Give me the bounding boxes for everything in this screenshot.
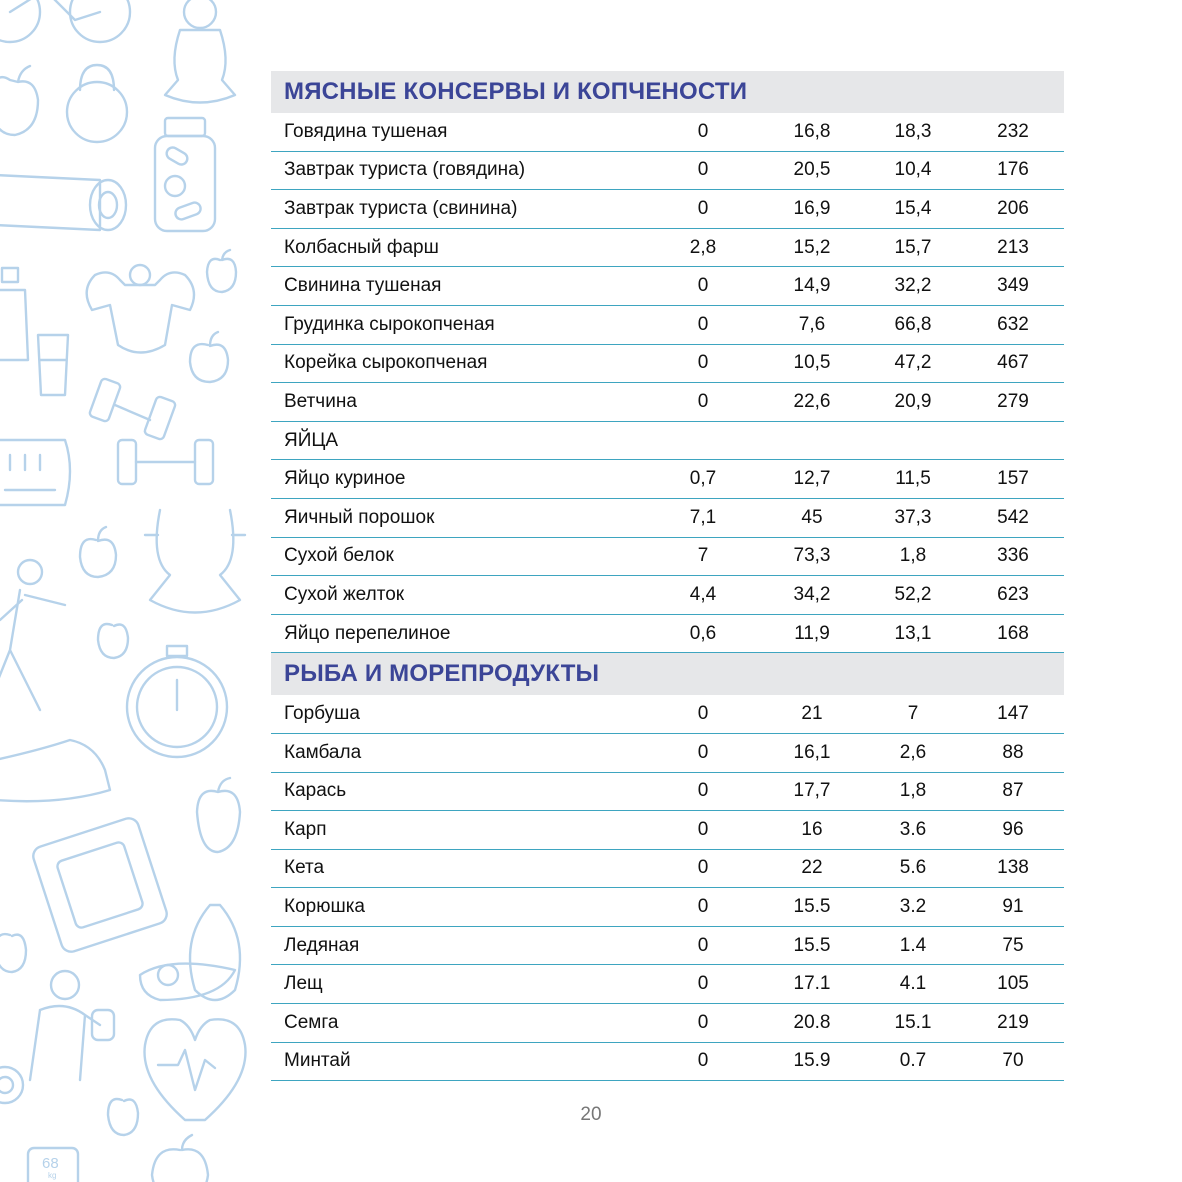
values: [667, 850, 1064, 888]
food-name: Сухой белок: [284, 545, 394, 567]
protein-value: 73,3: [793, 545, 831, 567]
kcal-value: 138: [997, 857, 1029, 879]
table-row: [271, 576, 1064, 615]
protein-value: 22: [801, 857, 823, 879]
smart-scale-icon: [28, 1148, 78, 1182]
protein-value: 14,9: [793, 275, 831, 297]
apple-icon-7: [0, 934, 26, 972]
kcal-value: 206: [997, 197, 1029, 219]
protein-value: 15.5: [793, 896, 831, 918]
values: [667, 1004, 1064, 1042]
apple-icon: [0, 66, 38, 135]
fat-value: 1.4: [899, 934, 927, 956]
table-row: [271, 460, 1064, 499]
section-title: МЯСНЫЕ КОНСЕРВЫ И КОПЧЕНОСТИ: [271, 71, 1064, 113]
food-name: Яйцо перепелиное: [284, 622, 451, 644]
carbs-value: 0: [697, 275, 709, 297]
food-name: Завтрак туриста (говядина): [284, 159, 526, 181]
protein-value: 15.5: [793, 934, 831, 956]
food-name: Семга: [284, 1011, 339, 1033]
protein-value: 10,5: [793, 352, 831, 374]
table-row: [271, 1043, 1064, 1082]
values: [667, 538, 1064, 576]
table-row: [271, 615, 1064, 654]
values: [667, 615, 1064, 653]
protein-value: 21: [801, 703, 823, 725]
protein-value: 16,1: [793, 741, 831, 763]
kcal-value: 632: [997, 313, 1029, 335]
apple-icon-5: [98, 624, 128, 658]
fat-value: 1,8: [899, 780, 927, 802]
carbs-value: 0: [697, 703, 709, 725]
food-name: Сухой желток: [284, 583, 405, 605]
carbs-value: 2,8: [689, 236, 717, 258]
apple-icon-6: [197, 778, 240, 852]
food-name: Карп: [284, 818, 327, 840]
fat-value: 11,5: [895, 468, 931, 490]
kcal-value: 279: [997, 390, 1029, 412]
fat-value: 1,8: [899, 545, 927, 567]
protein-value: 34,2: [793, 583, 831, 605]
protein-value: 16: [801, 818, 823, 840]
kcal-value: 467: [997, 352, 1029, 374]
sneaker-icon: [0, 740, 110, 801]
food-name: Яичный порошок: [284, 506, 435, 528]
water-bottle-icon: [0, 268, 28, 360]
values: [667, 811, 1064, 849]
food-name: Корейка сырокопченая: [284, 352, 488, 374]
protein-value: 20.8: [793, 1011, 831, 1033]
carbs-value: 0: [697, 973, 709, 995]
food-name: Завтрак туриста (свинина): [284, 197, 518, 219]
table-row: [271, 1004, 1064, 1043]
dumbbell-icon: [89, 378, 176, 440]
fat-value: 13,1: [894, 622, 932, 644]
food-name: Ветчина: [284, 390, 357, 412]
fat-value: 37,3: [894, 506, 932, 528]
values: [667, 345, 1064, 383]
protein-value: 15.9: [793, 1050, 831, 1072]
fat-value: 10,4: [894, 159, 932, 181]
kcal-value: 87: [1002, 780, 1024, 802]
fat-value: 2,6: [899, 741, 927, 763]
carbs-value: 4,4: [689, 583, 717, 605]
table-row: [271, 888, 1064, 927]
protein-value: 20,5: [793, 159, 831, 181]
values: [667, 695, 1064, 733]
carbs-value: 0,7: [689, 468, 717, 490]
table-row: [271, 499, 1064, 538]
fat-value: 52,2: [894, 583, 932, 605]
table-row: [271, 229, 1064, 268]
values: [667, 229, 1064, 267]
yoga-mat-icon: [0, 175, 126, 230]
glass-icon: [38, 335, 68, 395]
values: [667, 773, 1064, 811]
avocado-icon: [140, 905, 240, 1000]
table-row: [271, 695, 1064, 734]
food-name: Камбала: [284, 741, 362, 763]
protein-value: 12,7: [793, 468, 831, 490]
apple-icon-2: [207, 250, 236, 292]
table-row: [271, 850, 1064, 889]
protein-value: 17,7: [793, 780, 831, 802]
section-title: РЫБА И МОРЕПРОДУКТЫ: [271, 653, 1064, 695]
scale-unit: kg: [48, 1171, 57, 1180]
values: [667, 965, 1064, 1003]
table-row: [271, 306, 1064, 345]
protein-value: 17.1: [793, 973, 831, 995]
values: [667, 888, 1064, 926]
carbs-value: 0: [697, 352, 709, 374]
carbs-value: 7: [697, 545, 709, 567]
kcal-value: 75: [1002, 934, 1024, 956]
fat-value: 66,8: [894, 313, 932, 335]
kcal-value: 623: [997, 583, 1029, 605]
bodybuilder-icon: [87, 265, 194, 353]
protein-value: 11,9: [794, 622, 830, 644]
values: [667, 460, 1064, 498]
protein-value: 22,6: [793, 390, 831, 412]
carbs-value: 0: [697, 857, 709, 879]
kettlebell-icon: [67, 65, 127, 142]
carbs-value: 0: [697, 780, 709, 802]
carbs-value: 0,6: [689, 622, 717, 644]
protein-value: 15,2: [793, 236, 831, 258]
food-name: Свинина тушеная: [284, 275, 442, 297]
food-name: Грудинка сырокопченая: [284, 313, 495, 335]
carbs-value: 0: [697, 741, 709, 763]
fat-value: 15,7: [894, 236, 932, 258]
carbs-value: 7,1: [689, 506, 717, 528]
waist-measure-icon: [145, 510, 245, 613]
stopwatch-icon: [127, 646, 227, 757]
carbs-value: 0: [697, 1050, 709, 1072]
kcal-value: 219: [997, 1011, 1029, 1033]
bathroom-scale-icon: [31, 816, 170, 955]
food-name: Минтай: [284, 1050, 351, 1072]
protein-value: 7,6: [798, 313, 826, 335]
meditation-icon: [165, 0, 235, 103]
apple-icon-3: [190, 332, 228, 382]
table-row: [271, 152, 1064, 191]
fat-value: 20,9: [894, 390, 932, 412]
carbs-value: 0: [697, 896, 709, 918]
nutrition-table: [271, 71, 1064, 1081]
values: [667, 927, 1064, 965]
weight-plate-icon: [0, 1067, 23, 1103]
carbs-value: 0: [697, 120, 709, 142]
fitness-icon-pattern: [0, 0, 252, 1182]
fat-value: 3.2: [899, 896, 927, 918]
carbs-value: 0: [697, 818, 709, 840]
values: [667, 734, 1064, 772]
page-number: 20: [580, 1104, 602, 1125]
table-row: [271, 773, 1064, 812]
food-name: Колбасный фарш: [284, 236, 439, 258]
values: [667, 306, 1064, 344]
carbs-value: 0: [697, 1011, 709, 1033]
table-row: [271, 383, 1064, 422]
kcal-value: 349: [997, 275, 1029, 297]
protein-value: 16,8: [793, 120, 831, 142]
table-row: [271, 811, 1064, 850]
food-name: Говядина тушеная: [284, 120, 448, 142]
carbs-value: 0: [697, 159, 709, 181]
scale-reading: 68: [42, 1155, 59, 1172]
values: [667, 499, 1064, 537]
kcal-value: 105: [997, 973, 1029, 995]
carbs-value: 0: [697, 934, 709, 956]
fat-value: 15,4: [894, 197, 932, 219]
fat-value: 4.1: [899, 973, 927, 995]
table-row: [271, 267, 1064, 306]
fat-value: 32,2: [894, 275, 932, 297]
kcal-value: 176: [997, 159, 1029, 181]
values: [667, 383, 1064, 421]
kcal-value: 91: [1002, 896, 1024, 918]
kcal-value: 157: [997, 468, 1029, 490]
values: [667, 113, 1064, 151]
fat-value: 3.6: [899, 818, 927, 840]
kcal-value: 70: [1002, 1050, 1024, 1072]
dumbbell-icon-2: [118, 440, 213, 484]
protein-value: 45: [801, 506, 823, 528]
kcal-value: 147: [997, 703, 1029, 725]
table-row: [271, 965, 1064, 1004]
food-name: Яйцо куриное: [284, 468, 406, 490]
kcal-value: 96: [1002, 818, 1024, 840]
protein-value: 16,9: [793, 197, 831, 219]
table-row: [271, 734, 1064, 773]
table-row: [271, 190, 1064, 229]
pill-jar-icon: [155, 118, 215, 231]
carbs-value: 0: [697, 197, 709, 219]
bicycle-icon: [0, 0, 130, 42]
values: [667, 267, 1064, 305]
apple-icon-4: [80, 527, 116, 577]
fat-value: 18,3: [894, 120, 932, 142]
weightlifter-icon: [30, 971, 114, 1080]
food-name: Корюшка: [284, 896, 365, 918]
table-row: [271, 927, 1064, 966]
apple-icon-9: [152, 1135, 208, 1182]
food-name: Карась: [284, 780, 347, 802]
table-row: [271, 113, 1064, 152]
kcal-value: 168: [997, 622, 1029, 644]
carbs-value: 0: [697, 390, 709, 412]
fat-value: 5.6: [899, 857, 927, 879]
kcal-value: 88: [1002, 741, 1024, 763]
fitness-illustration: [0, 0, 252, 1182]
table-row: [271, 538, 1064, 577]
carbs-value: 0: [697, 313, 709, 335]
food-name: Кета: [284, 857, 325, 879]
food-name: Ледяная: [284, 934, 360, 956]
values: [667, 190, 1064, 228]
table-row: [271, 345, 1064, 384]
fat-value: 7: [907, 703, 919, 725]
food-name: Лещ: [284, 973, 323, 995]
kcal-value: 232: [997, 120, 1029, 142]
kcal-value: 336: [997, 545, 1029, 567]
kcal-value: 542: [997, 506, 1029, 528]
fat-value: 0.7: [899, 1050, 927, 1072]
kcal-value: 213: [997, 236, 1029, 258]
subsection-title: ЯЙЦА: [271, 422, 1064, 461]
values: [667, 152, 1064, 190]
values: [667, 576, 1064, 614]
fat-value: 47,2: [894, 352, 932, 374]
runner-icon: [0, 560, 65, 710]
fat-value: 15.1: [894, 1011, 932, 1033]
fitness-glove-icon: [0, 440, 70, 505]
food-name: Горбуша: [284, 703, 360, 725]
values: [667, 1043, 1064, 1081]
